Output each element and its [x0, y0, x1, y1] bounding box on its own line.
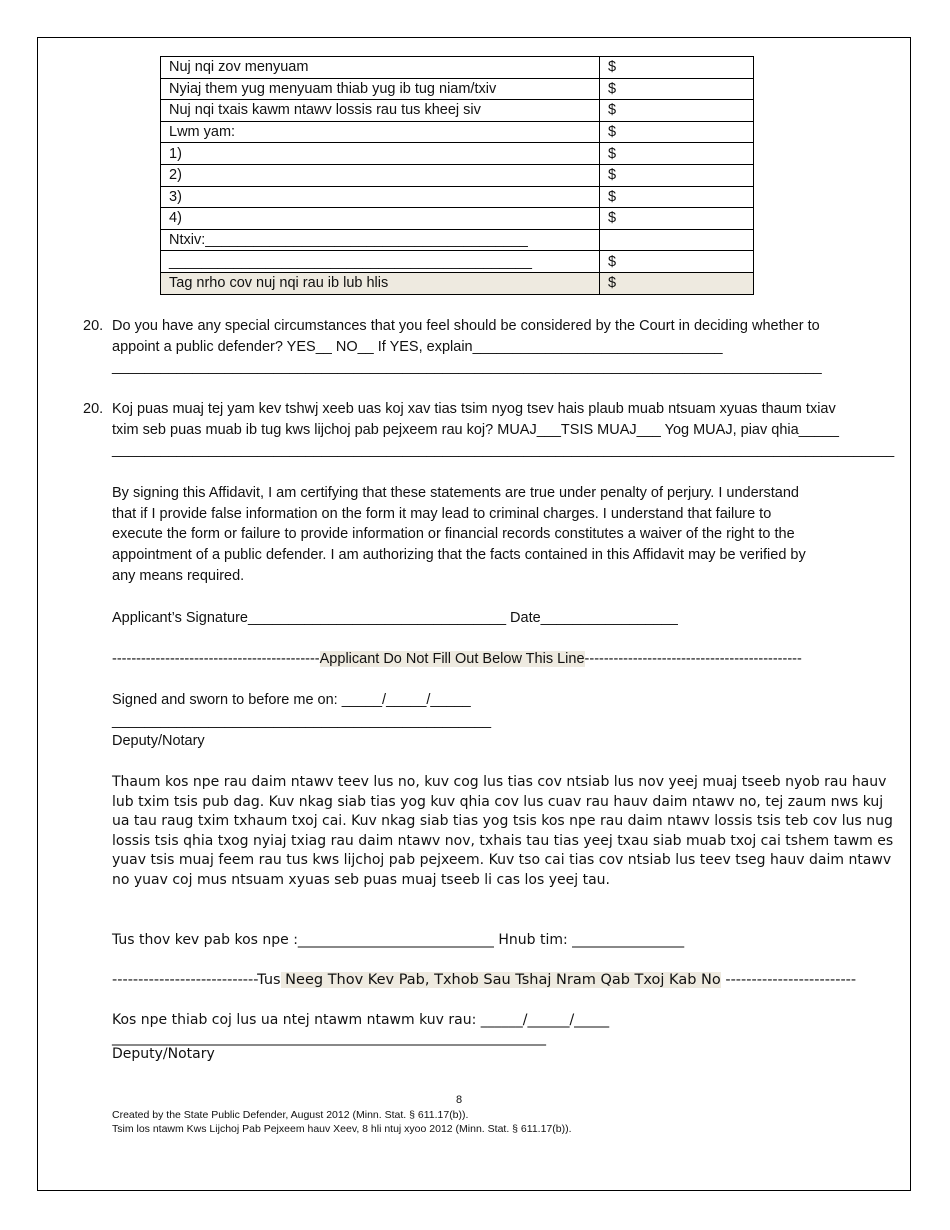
expense-amount-field[interactable]: $ — [600, 100, 754, 122]
table-row — [161, 78, 754, 100]
affidavit-hmn — [112, 773, 893, 891]
affidavit-hmn-line: yuav tsis muaj feem rau tus kws lijchoj pab pejxeem. Kuv tso cai tias cov ntsiab lus teev tseg hauv daim ntawv — [112, 852, 892, 869]
affidavit-en-line: execute the form or failure to provide information or financial records constitutes a waiver of the right to the — [112, 526, 795, 543]
footer-line: Created by the State Public Defender, August 2012 (Minn. Stat. § 611.17(b)). — [112, 1109, 469, 1121]
table-row — [161, 186, 754, 208]
table-row — [161, 143, 754, 165]
affidavit-hmn-line: no yuav coj mus ntsuam xyuas seb puas muaj tseeb li cas los yeej tau. — [112, 871, 610, 888]
affidavit-hmn-line: ua tau raug txim txhaum txoj cai. Kuv nkag siab tias yog tsis kos npe rau daim ntawv lossis tsis teb cov lus nug — [112, 813, 893, 830]
total-label: Tag nrho cov nuj nqi rau ib lub hlis — [161, 272, 600, 294]
expense-amount-field[interactable]: $ — [600, 186, 754, 208]
divider-dashes: --------------------------------------------- — [584, 651, 802, 667]
total-amount-field[interactable]: $ — [600, 272, 754, 294]
divider-dashes: ------------------------- — [720, 972, 857, 988]
expense-amount-field[interactable]: $ — [600, 164, 754, 186]
expense-amount-field[interactable]: $ — [600, 208, 754, 230]
question-en-answer[interactable]: appoint a public defender? YES__ NO__ If YES, explain_______________________________ — [112, 338, 723, 355]
question-number: 20. — [83, 318, 104, 334]
question-hmn — [112, 399, 894, 461]
affidavit-hmn-line: lossis tsis qhia txog nyiaj txiag rau daim ntawv nov, txhais tau tias yeej txau siab muab txoj cai tshem tawm es — [112, 832, 894, 849]
question-en-line: Do you have any special circumstances that you feel should be considered by the Court in deciding whether to — [112, 318, 820, 334]
table-row — [161, 100, 754, 122]
sworn-date-line[interactable]: Signed and sworn to before me on: _____/_____/_____ — [112, 692, 471, 708]
notary-role-label: Deputy/Notary — [112, 1045, 215, 1062]
expense-label: 2) — [161, 164, 600, 186]
divider-label: Applicant Do Not Fill Out Below This Line — [319, 651, 585, 667]
expense-label: Nyiaj them yug menyuam thiab yug ib tug niam/txiv — [161, 78, 600, 100]
table-row — [161, 229, 754, 251]
question-number: 20. — [83, 401, 104, 417]
footer — [112, 1108, 572, 1136]
sworn-hmn — [112, 1011, 609, 1064]
question-hmn-explain-line[interactable]: _________________________________________________________________________________________________ — [112, 442, 895, 459]
affidavit-hmn-line: Thaum kos npe rau daim ntawv teev lus no, kuv cog lus tias cov ntsiab lus nov yeej muaj tseeb nyob rau hauv — [112, 774, 887, 790]
expense-table — [160, 56, 754, 295]
question-en-explain-line[interactable]: ________________________________________________________________________________________ — [112, 359, 822, 376]
table-row-total — [161, 272, 754, 294]
expense-label: Nuj nqi zov menyuam — [161, 57, 600, 79]
expense-label: Lwm yam: — [161, 121, 600, 143]
expense-amount-field[interactable]: $ — [600, 78, 754, 100]
expense-label: 4) — [161, 208, 600, 230]
table-row — [161, 164, 754, 186]
affidavit-en-line: any means required. — [112, 567, 245, 584]
divider-dashes: ----------------------------Tus — [112, 972, 281, 988]
question-en — [112, 316, 822, 378]
sworn-date-line[interactable]: Kos npe thiab coj lus ua ntej ntawm ntawm kuv rau: ______/______/_____ — [112, 1012, 610, 1028]
expense-amount-field[interactable]: $ — [600, 57, 754, 79]
divider-hmn — [112, 970, 856, 990]
expense-label: 1) — [161, 143, 600, 165]
divider-dashes: ------------------------------------------- — [112, 651, 320, 667]
expense-label: 3) — [161, 186, 600, 208]
table-row — [161, 251, 754, 273]
table-row — [161, 121, 754, 143]
notary-signature-rule[interactable]: _______________________________________________ — [112, 712, 492, 729]
applicant-signature-line[interactable]: Applicant’s Signature________________________________ Date_________________ — [112, 610, 678, 626]
divider-en — [112, 649, 802, 669]
expense-other-label[interactable]: _____________________________________________ — [161, 251, 600, 273]
expense-amount-field[interactable]: $ — [600, 121, 754, 143]
expense-amount-field[interactable]: $ — [600, 251, 754, 273]
expense-amount-field[interactable]: $ — [600, 143, 754, 165]
footer-line: Tsim los ntawm Kws Lijchoj Pab Pejxeem hauv Xeev, 8 hli ntuj xyoo 2012 (Minn. Stat. § 611.17(b)). — [112, 1123, 572, 1135]
expense-label: Nuj nqi txais kawm ntawv lossis rau tus kheej siv — [161, 100, 600, 122]
expense-other-label[interactable]: Ntxiv:________________________________________ — [161, 229, 600, 251]
affidavit-hmn-line: lub txim tsis pub dag. Kuv nkag siab tias yog kuv qhia cov lus cuav rau hauv daim ntawv no, tej zaum nws kuj — [112, 793, 884, 810]
page-number: 8 — [456, 1094, 463, 1106]
affidavit-en-line: By signing this Affidavit, I am certifying that these statements are true under penalty of perjury. I understand — [112, 485, 799, 501]
question-hmn-line: Koj puas muaj tej yam kev tshwj xeeb uas koj xav tias tsim nyog tsev hais plaub muab ntsuam xyuas thaum txiav — [112, 401, 836, 417]
sworn-en — [112, 690, 491, 752]
question-hmn-answer[interactable]: txim seb puas muab ib tug kws lijchoj pab pejxeem rau koj? MUAJ___TSIS MUAJ___ Yog MUAJ, piav qhia_____ — [112, 421, 839, 438]
table-row — [161, 208, 754, 230]
divider-label: Neeg Thov Kev Pab, Txhob Sau Tshaj Nram Qab Txoj Kab No — [280, 972, 721, 988]
affidavit-en — [112, 483, 806, 587]
expense-amount-field[interactable] — [600, 229, 754, 251]
affidavit-en-line: appointment of a public defender. I am authorizing that the facts contained in this Affidavit may be verified by — [112, 547, 806, 564]
affidavit-en-line: that if I provide false information on the form it may lead to criminal charges. I understand that failure to — [112, 505, 772, 522]
notary-role-label: Deputy/Notary — [112, 733, 205, 750]
table-row — [161, 57, 754, 79]
applicant-signature-line-hmn[interactable]: Tus thov kev pab kos npe :____________________________ Hnub tim: ________________ — [112, 932, 685, 948]
notary-signature-rule[interactable]: ______________________________________________________________ — [112, 1029, 546, 1046]
